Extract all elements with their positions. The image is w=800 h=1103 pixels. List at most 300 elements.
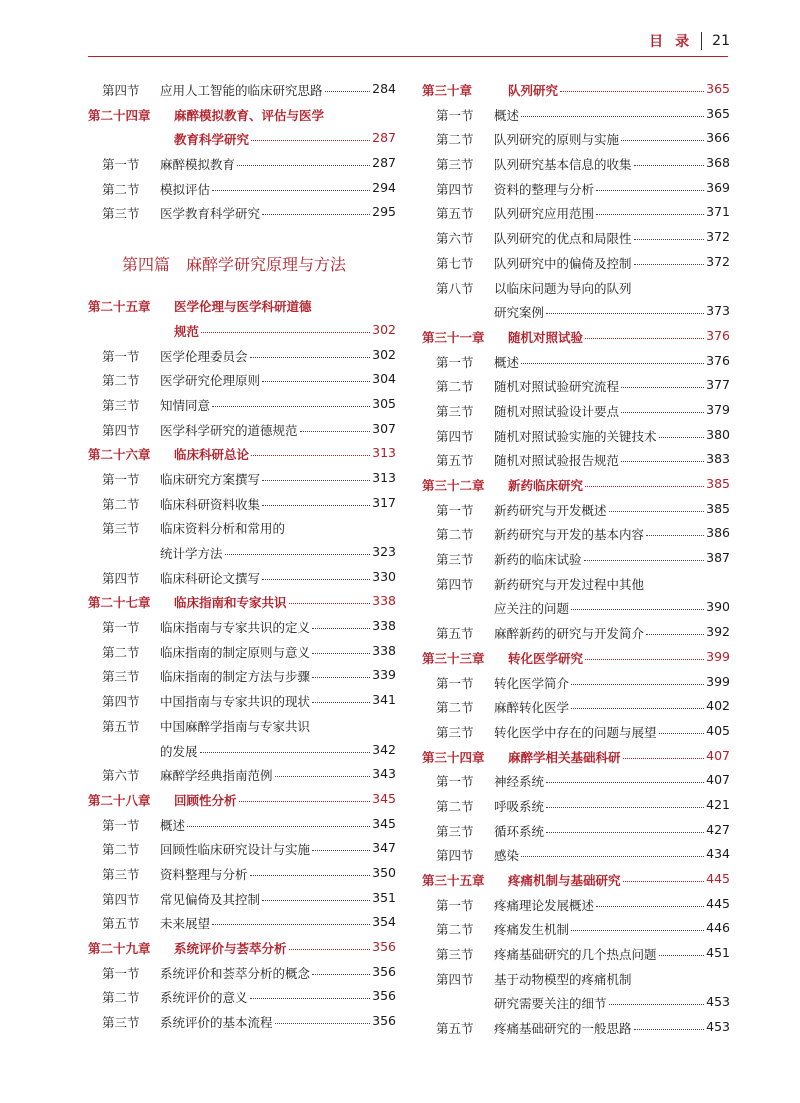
toc-section-row xyxy=(88,344,396,369)
section-label: 第四节 xyxy=(102,422,140,438)
section-title: 中国指南与专家共识的现状 xyxy=(160,694,311,710)
section-title: 神经系统 xyxy=(494,774,545,790)
section-label: 第四节 xyxy=(436,428,474,444)
toc-section-row xyxy=(422,300,730,325)
page-number: 305 xyxy=(372,395,396,411)
page-number: 405 xyxy=(706,722,730,738)
section-title: 转化医学简介 xyxy=(494,675,570,691)
section-label: 第二节 xyxy=(436,379,474,395)
dot-leader xyxy=(250,357,370,358)
dot-leader xyxy=(312,702,370,703)
page-number: 369 xyxy=(706,179,730,195)
page-number: 380 xyxy=(706,426,730,442)
page-number: 372 xyxy=(706,253,730,269)
section-label: 第二节 xyxy=(436,527,474,543)
section-title: 概述 xyxy=(494,354,520,370)
page-number: 302 xyxy=(372,321,396,337)
section-label: 第四节 xyxy=(436,576,474,592)
section-label: 第五节 xyxy=(436,453,474,469)
page-number: 313 xyxy=(372,469,396,485)
toc-section-row xyxy=(422,276,730,301)
toc-section-row xyxy=(422,671,730,696)
section-label: 第四节 xyxy=(436,848,474,864)
dot-leader xyxy=(262,505,370,506)
section-label: 第四节 xyxy=(102,694,140,710)
toc-section-row xyxy=(88,393,396,418)
dot-leader xyxy=(312,653,370,654)
dot-leader xyxy=(300,431,370,432)
chapter-label: 第二十九章 xyxy=(88,941,151,956)
chapter-label: 第三十五章 xyxy=(422,873,485,888)
chapter-title: 临床科研总论 xyxy=(174,447,250,463)
chapter-title: 系统评价与荟萃分析 xyxy=(174,941,287,956)
chapter-label: 第二十六章 xyxy=(88,447,151,463)
section-label: 第三节 xyxy=(436,403,474,419)
page-number: 383 xyxy=(706,451,730,467)
toc-section-row xyxy=(422,127,730,152)
page-number: 338 xyxy=(372,593,396,609)
dot-leader xyxy=(584,560,704,561)
dot-leader xyxy=(571,930,704,931)
page-number: 295 xyxy=(372,204,396,220)
dot-leader xyxy=(621,412,704,413)
page-number: 399 xyxy=(706,673,730,689)
chapter-title: 麻醉模拟教育、评估与医学 xyxy=(174,107,325,123)
dot-leader xyxy=(585,659,704,660)
dot-leader xyxy=(262,579,370,580)
toc-chapter-row xyxy=(422,646,730,671)
section-label: 第一节 xyxy=(436,897,474,913)
page-number: 356 xyxy=(372,1013,396,1029)
toc-section-row xyxy=(422,819,730,844)
toc-section-row xyxy=(422,201,730,226)
chapter-label: 第三十章 xyxy=(422,83,473,98)
section-label: 第五节 xyxy=(436,626,474,642)
page-number: 386 xyxy=(706,525,730,541)
toc-section-row xyxy=(88,78,396,103)
page-number: 371 xyxy=(706,204,730,220)
section-title: 麻醉新药的研究与开发简介 xyxy=(494,626,645,642)
toc-section-row xyxy=(422,1016,730,1041)
section-title: 队列研究中的偏倚及控制 xyxy=(494,255,632,271)
page-number: 376 xyxy=(706,352,730,368)
section-label: 第三节 xyxy=(436,823,474,839)
section-title: 感染 xyxy=(494,848,520,864)
section-label: 第一节 xyxy=(436,675,474,691)
section-label: 第五节 xyxy=(102,718,140,734)
section-title: 统计学方法 xyxy=(160,546,223,561)
section-title: 资料的整理与分析 xyxy=(494,181,595,197)
toc-chapter-row xyxy=(422,745,730,770)
dot-leader xyxy=(659,437,704,438)
toc-section-row xyxy=(422,374,730,399)
section-title: 临床研究方案撰写 xyxy=(160,471,261,487)
toc-chapter-row xyxy=(88,294,396,319)
dot-leader xyxy=(237,165,370,166)
page-number: 313 xyxy=(372,445,396,461)
dot-leader xyxy=(596,190,704,191)
toc-section-row xyxy=(422,350,730,375)
section-title: 新药研究与开发概述 xyxy=(494,502,607,518)
dot-leader xyxy=(634,239,704,240)
section-label: 第四节 xyxy=(436,971,474,987)
section-title: 临床指南的制定方法与步骤 xyxy=(160,669,311,685)
section-label: 第五节 xyxy=(436,206,474,222)
dot-leader xyxy=(251,455,370,456)
toc-section-row xyxy=(422,843,730,868)
toc-section-row xyxy=(422,621,730,646)
page-number: 376 xyxy=(706,327,730,343)
section-label: 第三节 xyxy=(102,1015,140,1031)
dot-leader xyxy=(623,758,704,759)
section-label: 第二节 xyxy=(102,181,140,197)
section-label: 第二节 xyxy=(102,496,140,512)
chapter-title: 回顾性分析 xyxy=(174,792,237,808)
dot-leader xyxy=(634,1029,704,1030)
dot-leader xyxy=(609,511,704,512)
chapter-title: 教育科学研究 xyxy=(174,132,250,148)
toc-section-row xyxy=(88,837,396,862)
dot-leader xyxy=(546,313,704,314)
dot-leader xyxy=(521,363,704,364)
page-number: 453 xyxy=(706,1019,730,1035)
section-label: 第四节 xyxy=(102,570,140,586)
toc-section-row xyxy=(88,418,396,443)
page-number: 407 xyxy=(706,747,730,763)
dot-leader xyxy=(262,480,370,481)
page-number: 338 xyxy=(372,642,396,658)
toc-section-row xyxy=(88,985,396,1010)
section-label: 第三节 xyxy=(102,397,140,413)
page-number: 304 xyxy=(372,371,396,387)
dot-leader xyxy=(200,752,370,753)
toc-section-row xyxy=(88,177,396,202)
dot-leader xyxy=(262,381,370,382)
page-number: 330 xyxy=(372,568,396,584)
page-number: 421 xyxy=(706,796,730,812)
toc-section-row xyxy=(88,961,396,986)
page-number: 379 xyxy=(706,401,730,417)
dot-leader xyxy=(312,974,370,975)
page-number: 354 xyxy=(372,914,396,930)
section-title: 医学教育科学研究 xyxy=(160,206,261,222)
page-number: 343 xyxy=(372,766,396,782)
page-number: 399 xyxy=(706,648,730,664)
section-title: 研究需要关注的细节 xyxy=(494,996,607,1012)
section-label: 第三节 xyxy=(102,521,140,537)
toc-section-row xyxy=(422,967,730,992)
page-number: 350 xyxy=(372,864,396,880)
chapter-title: 临床指南和专家共识 xyxy=(174,595,287,611)
page-number: 390 xyxy=(706,599,730,615)
section-title: 麻醉转化医学 xyxy=(494,700,570,716)
toc-column-right xyxy=(422,78,730,1041)
toc-section-row xyxy=(422,498,730,523)
toc-section-row xyxy=(88,813,396,838)
page-number: 372 xyxy=(706,229,730,245)
section-title: 模拟评估 xyxy=(160,181,211,197)
section-title: 资料整理与分析 xyxy=(160,866,248,882)
page-number: 377 xyxy=(706,377,730,393)
section-label: 第五节 xyxy=(436,1021,474,1037)
toc-chapter-row xyxy=(422,325,730,350)
section-title: 应用人工智能的临床研究思路 xyxy=(160,83,323,98)
section-label: 第二节 xyxy=(436,132,474,148)
page-number: 339 xyxy=(372,667,396,683)
page-number: 341 xyxy=(372,692,396,708)
dot-leader xyxy=(659,955,704,956)
toc-section-row xyxy=(422,424,730,449)
spacer xyxy=(88,226,396,250)
dot-leader xyxy=(312,850,370,851)
dot-leader xyxy=(621,140,704,141)
header-rule xyxy=(88,56,728,57)
toc-section-row xyxy=(422,596,730,621)
section-title: 转化医学中存在的问题与展望 xyxy=(494,724,657,740)
chapter-label: 第三十三章 xyxy=(422,650,485,666)
dot-leader xyxy=(312,628,370,629)
page-number: 284 xyxy=(372,81,396,96)
page-number: 373 xyxy=(706,303,730,319)
chapter-title: 麻醉学相关基础科研 xyxy=(508,749,621,765)
section-title: 概述 xyxy=(494,107,520,123)
dot-leader xyxy=(634,264,704,265)
toc-section-row xyxy=(422,103,730,128)
section-title: 队列研究的优点和局限性 xyxy=(494,231,632,247)
section-label: 第六节 xyxy=(102,768,140,784)
section-title: 的发展 xyxy=(160,743,198,759)
section-label: 第七节 xyxy=(436,255,474,271)
section-label: 第一节 xyxy=(102,348,140,364)
toc-section-row xyxy=(422,917,730,942)
toc-section-row xyxy=(422,942,730,967)
dot-leader xyxy=(275,1023,370,1024)
section-title: 新药研究与开发过程中其他 xyxy=(494,576,645,592)
section-title: 系统评价的基本流程 xyxy=(160,1015,273,1031)
dot-leader xyxy=(560,91,704,92)
dot-leader xyxy=(201,332,370,333)
section-title: 系统评价和荟萃分析的概念 xyxy=(160,965,311,981)
dot-leader xyxy=(521,116,704,117)
toc-chapter-row xyxy=(88,442,396,467)
toc-chapter-row xyxy=(88,319,396,344)
page-number: 21 xyxy=(712,33,730,49)
header-separator xyxy=(701,32,702,50)
dot-leader xyxy=(212,924,370,925)
page-number: 356 xyxy=(372,988,396,1004)
section-label: 第三节 xyxy=(436,724,474,740)
page-number: 345 xyxy=(372,815,396,831)
dot-leader xyxy=(312,677,370,678)
dot-leader xyxy=(646,535,704,536)
page-number: 317 xyxy=(372,494,396,510)
dot-leader xyxy=(621,461,704,462)
page-number: 446 xyxy=(706,920,730,936)
section-label: 第一节 xyxy=(102,471,140,487)
toc-section-row xyxy=(422,547,730,572)
dot-leader xyxy=(546,782,704,783)
chapter-title: 医学伦理与医学科研道德 xyxy=(174,299,312,315)
dot-leader xyxy=(596,906,704,907)
page-number: 453 xyxy=(706,994,730,1010)
section-label: 第一节 xyxy=(102,157,140,173)
toc-section-row xyxy=(88,368,396,393)
page-number: 451 xyxy=(706,945,730,961)
page-number: 294 xyxy=(372,179,396,195)
toc-section-row xyxy=(88,201,396,226)
dot-leader xyxy=(250,875,370,876)
part-title: 第四篇 麻醉学研究原理与方法 xyxy=(122,255,347,275)
dot-leader xyxy=(225,554,370,555)
section-title: 医学研究伦理原则 xyxy=(160,373,261,389)
toc-chapter-row xyxy=(88,788,396,813)
section-title: 疼痛基础研究的一般思路 xyxy=(494,1021,632,1037)
section-title: 临床指南与专家共识的定义 xyxy=(160,620,311,636)
section-title: 医学科学研究的道德规范 xyxy=(160,422,298,438)
chapter-title: 转化医学研究 xyxy=(508,650,584,666)
section-title: 概述 xyxy=(160,817,186,833)
page-number: 323 xyxy=(372,544,396,559)
page-number: 302 xyxy=(372,346,396,362)
dot-leader xyxy=(571,609,704,610)
toc-section-row xyxy=(422,152,730,177)
chapter-label: 第二十八章 xyxy=(88,792,151,808)
dot-leader xyxy=(585,338,704,339)
toc-section-row xyxy=(422,448,730,473)
dot-leader xyxy=(571,708,704,709)
toc-section-row xyxy=(88,763,396,788)
dot-leader xyxy=(621,387,704,388)
toc-section-row xyxy=(88,152,396,177)
toc-section-row xyxy=(422,572,730,597)
section-title: 呼吸系统 xyxy=(494,798,545,814)
section-label: 第五节 xyxy=(102,916,140,932)
dot-leader xyxy=(251,140,370,141)
dot-leader xyxy=(659,733,704,734)
toc-section-row xyxy=(88,862,396,887)
page-number: 427 xyxy=(706,821,730,837)
dot-leader xyxy=(571,684,704,685)
section-label: 第三节 xyxy=(102,669,140,685)
section-label: 第一节 xyxy=(436,774,474,790)
page-number: 387 xyxy=(706,550,730,566)
toc-section-row xyxy=(422,720,730,745)
toc-section-row xyxy=(88,566,396,591)
page-number: 287 xyxy=(372,155,396,171)
toc-section-row xyxy=(88,714,396,739)
toc-section-row xyxy=(88,615,396,640)
section-label: 第二节 xyxy=(436,798,474,814)
section-label: 第三节 xyxy=(436,157,474,173)
chapter-label: 第二十五章 xyxy=(88,299,151,315)
page-number: 365 xyxy=(706,105,730,121)
dot-leader xyxy=(289,949,370,950)
toc-section-row xyxy=(88,492,396,517)
page-number: 445 xyxy=(706,871,730,886)
section-title: 中国麻醉学指南与专家共识 xyxy=(160,718,311,734)
section-title: 临床资料分析和常用的 xyxy=(160,521,286,537)
running-header xyxy=(649,30,730,52)
section-title: 临床科研论文撰写 xyxy=(160,570,261,586)
toc-section-row xyxy=(422,522,730,547)
dot-leader xyxy=(187,826,370,827)
section-label: 第四节 xyxy=(102,891,140,907)
toc-section-row xyxy=(88,1010,396,1035)
chapter-title: 疼痛机制与基础研究 xyxy=(508,873,621,888)
chapter-title: 新药临床研究 xyxy=(508,478,584,493)
section-label: 第四节 xyxy=(436,181,474,197)
toc-section-row xyxy=(88,640,396,665)
section-title: 队列研究基本信息的收集 xyxy=(494,157,632,173)
page-number: 365 xyxy=(706,81,730,96)
dot-leader xyxy=(521,856,704,857)
chapter-label: 第三十一章 xyxy=(422,329,485,345)
toc-section-row xyxy=(422,226,730,251)
section-label: 第一节 xyxy=(436,354,474,370)
dot-leader xyxy=(275,776,370,777)
toc-section-row xyxy=(422,893,730,918)
page-number: 342 xyxy=(372,741,396,757)
dot-leader xyxy=(250,998,370,999)
section-title: 未来展望 xyxy=(160,916,211,932)
section-label: 第六节 xyxy=(436,231,474,247)
section-title: 基于动物模型的疼痛机制 xyxy=(494,971,632,987)
toc-section-row xyxy=(88,739,396,764)
section-label: 第二节 xyxy=(436,922,474,938)
chapter-label: 第三十四章 xyxy=(422,749,485,765)
dot-leader xyxy=(546,832,704,833)
chapter-title: 队列研究 xyxy=(508,83,559,98)
dot-leader xyxy=(262,900,370,901)
page-number: 345 xyxy=(372,790,396,806)
page-number: 445 xyxy=(706,895,730,911)
section-label: 第三节 xyxy=(102,866,140,882)
dot-leader xyxy=(546,807,704,808)
page-number: 351 xyxy=(372,889,396,905)
page-number: 287 xyxy=(372,130,396,146)
section-title: 新药的临床试验 xyxy=(494,552,582,568)
toc-section-row xyxy=(88,689,396,714)
toc-section-row xyxy=(422,794,730,819)
toc-section-row xyxy=(422,991,730,1016)
toc-section-row xyxy=(88,516,396,541)
section-title: 随机对照试验实施的关键技术 xyxy=(494,428,657,444)
toc-section-row xyxy=(422,177,730,202)
section-title: 研究案例 xyxy=(494,305,545,321)
dot-leader xyxy=(585,486,704,487)
section-title: 麻醉学经典指南范例 xyxy=(160,768,273,784)
toc-section-row xyxy=(88,467,396,492)
dot-leader xyxy=(239,801,370,802)
dot-leader xyxy=(262,214,370,215)
section-title: 医学伦理委员会 xyxy=(160,348,248,364)
section-label: 第四节 xyxy=(102,83,140,98)
section-label: 第二节 xyxy=(102,644,140,660)
section-label: 第二节 xyxy=(102,842,140,858)
toc-column-left xyxy=(88,78,396,1035)
section-label: 第二节 xyxy=(436,700,474,716)
page-number: 368 xyxy=(706,155,730,171)
section-title: 队列研究的原则与实施 xyxy=(494,132,620,148)
section-title: 知情同意 xyxy=(160,397,211,413)
header-title: 目录 xyxy=(649,34,702,50)
section-title: 回顾性临床研究设计与实施 xyxy=(160,842,311,858)
section-label: 第八节 xyxy=(436,280,474,296)
section-title: 临床科研资料收集 xyxy=(160,496,261,512)
page-number: 407 xyxy=(706,772,730,788)
page-number: 385 xyxy=(706,476,730,491)
toc-chapter-row xyxy=(88,127,396,152)
